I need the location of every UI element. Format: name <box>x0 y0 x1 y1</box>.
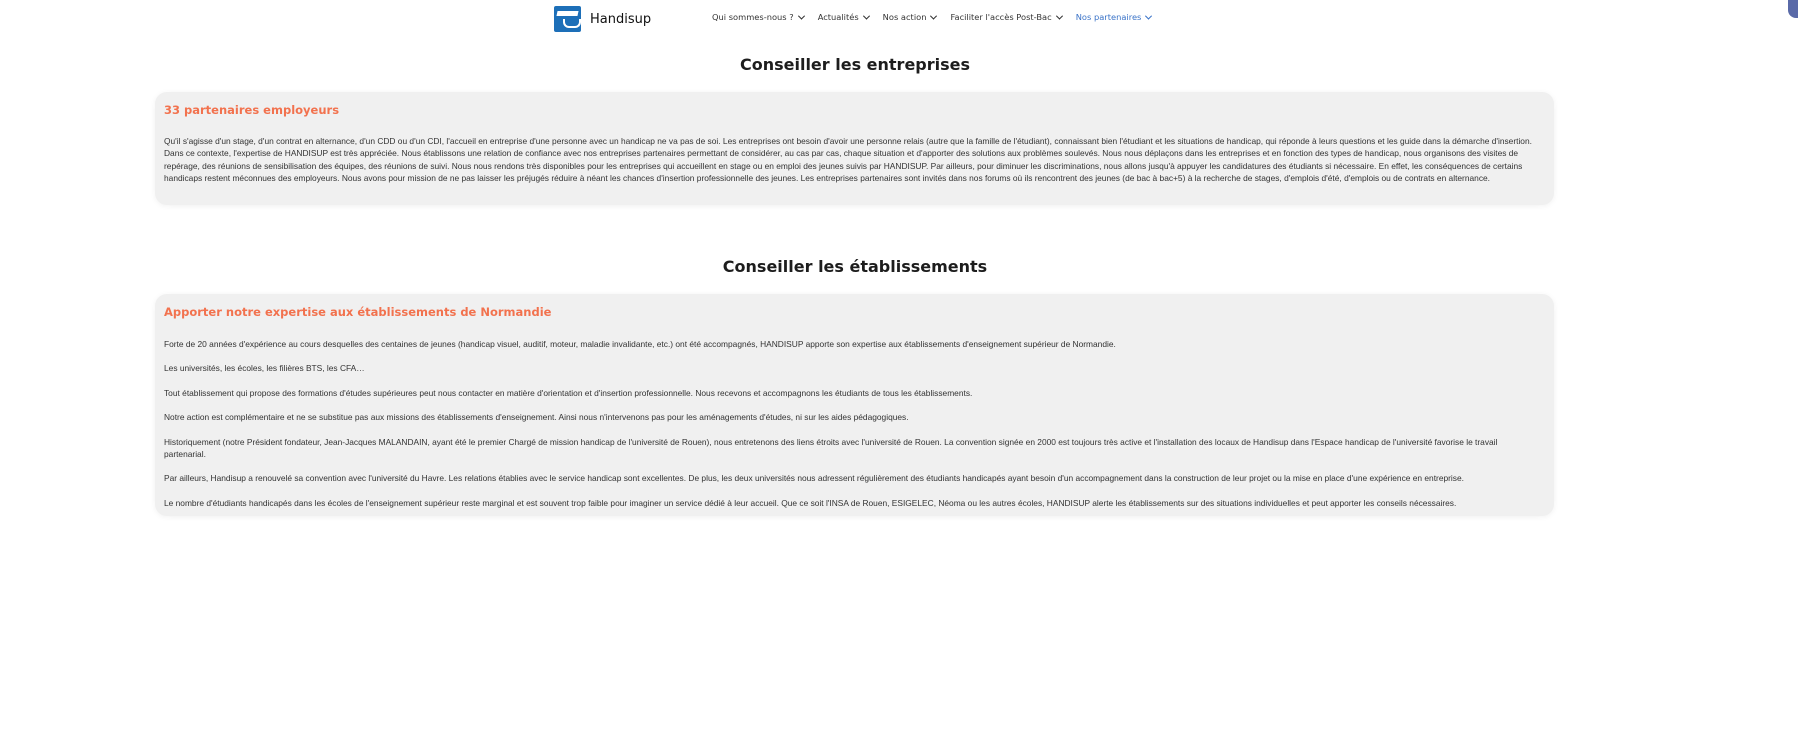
chevron-down-icon <box>863 12 870 19</box>
card-heading-expertise-normandie: Apporter notre expertise aux établissements de Normandie <box>164 305 552 319</box>
site-header <box>0 0 1798 38</box>
card-entreprises <box>155 92 1554 205</box>
section-title-etablissements: Conseiller les établissements <box>722 257 988 276</box>
chevron-down-icon <box>798 12 805 19</box>
chevron-down-icon <box>1145 12 1152 19</box>
card-paragraph: Tout établissement qui propose des formations d'études supérieures peut nous contacter en matière d'orientation et d'insertion professionnelle. Nous recevons et accompagnons les étudiants de tous les établissements. <box>164 387 973 398</box>
nav-item-nos-action[interactable] <box>883 12 937 22</box>
nav-item-qui-sommes-nous[interactable] <box>712 12 804 22</box>
brand-link[interactable] <box>554 6 651 32</box>
nav-item-nos-partenaires[interactable] <box>1076 12 1152 22</box>
card-heading-partenaires-employeurs: 33 partenaires employeurs <box>164 103 340 117</box>
card-etablissements <box>155 294 1554 516</box>
chevron-down-icon <box>1056 12 1063 19</box>
brand-name: Handisup <box>590 11 652 27</box>
card-paragraph: Qu'il s'agisse d'un stage, d'un contrat en alternance, d'un CDD ou d'un CDI, l'accueil en entreprise d'une personne avec un handicap ne va pas de soi. Les entreprises ont besoin d'avoir une personne relais (autre que la famille de l'étudiant), connaissant bien l'étudiant et les situations de handicap, qui réponde à leurs questions et les guide dans la démarche d'insertion. Dans ce contexte, l'expertise de HANDISUP est très appréciée. Nous établissons une relation de confiance avec nos entreprises partenaires permettant de considérer, au cas par cas, chaque situation et d'apporter des solutions aux problèmes soulevés. Nous nous déplaçons dans les entreprises et en fonction des types de handicap, nous organisons des visites de repérage, des réunions de sensibilisation des équipes, des réunions de suivi. Nous nous rendons très disponibles pour les entreprises qui accueillent en stage ou en emploi des jeunes suivis par HANDISUP. Par ailleurs, pour diminuer les discriminations, nous allons jusqu'à appuyer les candidatures des étudiants si nécessaire. En effet, les conséquences de certains handicaps restent méconnues des employeurs. Nous avons pour mission de ne pas laisser les préjugés réduire à néant les chances d'insertion professionnelle des jeunes. Les entreprises partenaires sont invités dans nos forums où ils rencontrent des jeunes (de bac à bac+5) à la recherche de stages, d'emplois d'été, d'emplois ou de contrats en alternance. <box>164 136 1532 184</box>
chevron-down-icon <box>930 12 937 19</box>
handisup-logo-icon <box>554 6 581 32</box>
card-paragraph: Forte de 20 années d'expérience au cours desquelles des centaines de jeunes (handicap visuel, auditif, moteur, maladie invalidante, etc.) ont été accompagnés, HANDISUP apporte son expertise aux établissements d'enseignement supérieur de Normandie. <box>164 339 1116 349</box>
card-paragraph: Notre action est complémentaire et ne se substitue pas aux missions des établissements d'enseignement. Ainsi nous n'intervenons pas pour les aménagements d'études, ni sur les aides pédagogiques. <box>164 412 909 423</box>
card-paragraph: Les universités, les écoles, les filières BTS, les CFA… <box>164 363 365 374</box>
card-paragraph: Le nombre d'étudiants handicapés dans les écoles de l'enseignement supérieur reste marginal et est souvent trop faible pour imaginer un service dédié à leur accueil. Que ce soit l'INSA de Rouen, ESIGELEC, Néoma ou les autres écoles, HANDISUP alerte les établissements sur des situations individuelles et peut apporter les conseils nécessaires. <box>164 497 1457 508</box>
corner-widget[interactable] <box>1788 0 1798 18</box>
nav-item-label: Faciliter l'accès Post-Bac <box>950 12 1052 22</box>
card-paragraph: Historiquement (notre Président fondateur, Jean-Jacques MALANDAIN, ayant été le premier Chargé de mission handicap de l'université de Rouen), nous entretenons des liens étroits avec l'université de Rouen. La convention signée en 2000 est toujours très active et l'installation des locaux de Handisup dans l'Espace handicap de l'université favorise le travail partenarial. <box>164 436 1498 460</box>
card-paragraph: Par ailleurs, Handisup a renouvelé sa convention avec l'université du Havre. Les relations établies avec le service handicap sont excellentes. De plus, les deux universités nous adressent régulièrement des étudiants handicapés ayant besoin d'un accompagnement dans la construction de leur projet ou la mise en place d'une expérience en entreprise. <box>164 473 1464 484</box>
section-title-entreprises: Conseiller les entreprises <box>739 55 971 74</box>
nav-item-label: Qui sommes-nous ? <box>712 12 794 22</box>
main-nav <box>712 12 1165 22</box>
nav-item-faciliter-acces-post-bac[interactable] <box>950 12 1061 22</box>
nav-item-label: Nos partenaires <box>1075 12 1142 22</box>
nav-item-actualites[interactable] <box>818 12 869 22</box>
nav-item-label: Actualités <box>817 12 859 22</box>
nav-item-label: Nos action <box>882 12 927 22</box>
